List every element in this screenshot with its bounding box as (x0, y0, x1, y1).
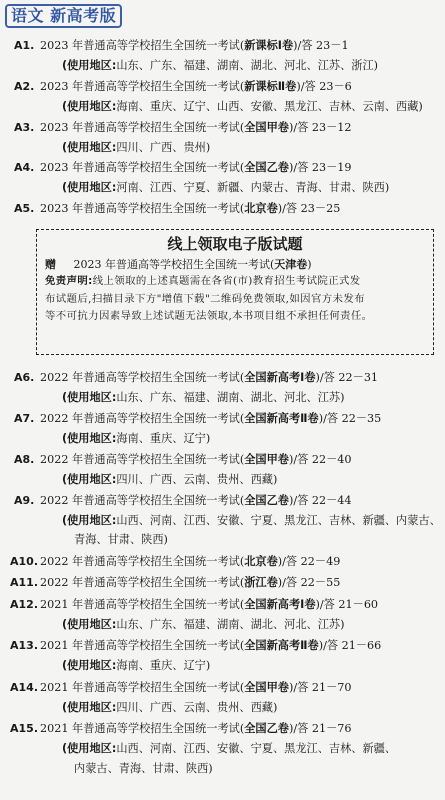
item-title: 2021 年普通高等学校招生全国统一考试( (40, 681, 245, 694)
list-item[interactable] (10, 597, 441, 613)
item-title: 2021 年普通高等学校招生全国统一考试( (40, 598, 245, 611)
item-number: A15. (10, 722, 38, 735)
item-paper: 新课标Ⅱ卷 (244, 80, 297, 93)
item-paper: 新课标Ⅰ卷 (244, 39, 294, 52)
subject-tag: 语文 新高考版 (5, 4, 122, 28)
area-line: (使用地区:山东、广东、福建、湖南、湖北、河北、江苏) (62, 391, 345, 404)
item-number: A10. (10, 555, 38, 568)
item-paper: 全国新高考Ⅱ卷 (244, 412, 319, 425)
item-paper: 全国新高考Ⅰ卷 (244, 598, 316, 611)
item-paper: 全国甲卷 (244, 681, 289, 694)
item-title: 2022 年普通高等学校招生全国统一考试( (40, 494, 245, 507)
item-title: 2022 年普通高等学校招生全国统一考试( (40, 412, 245, 425)
item-page: )/答 22－44 (288, 494, 352, 507)
list-item[interactable] (10, 575, 441, 591)
item-paper: 全国新高考Ⅱ卷 (244, 639, 319, 652)
gift-label: 赠 (45, 258, 56, 271)
item-number: A12. (10, 598, 38, 611)
item-number: A11. (10, 576, 38, 589)
list-item[interactable] (14, 38, 441, 54)
item-page: )/答 22－55 (277, 576, 341, 589)
item-title: 2023 年普通高等学校招生全国统一考试( (40, 121, 245, 134)
gift-paper: 天津卷 (274, 258, 308, 271)
list-item[interactable] (10, 680, 441, 696)
area-line: 青海、甘肃、陕西) (74, 533, 168, 546)
item-page: )/答 21－66 (318, 639, 382, 652)
area-line: (使用地区:河南、江西、宁夏、新疆、内蒙古、青海、甘肃、陕西) (62, 181, 390, 194)
item-title: 2023 年普通高等学校招生全国统一考试( (40, 202, 245, 215)
list-item[interactable] (14, 411, 441, 427)
area-line: (使用地区:四川、广西、云南、贵州、西藏) (62, 473, 278, 486)
list-item[interactable] (14, 79, 441, 95)
item-page: )/答 22－49 (277, 555, 341, 568)
disclaimer: 免责声明:线上领取的上述真题需在各省(市)教育招生考试院正式发 布试题后,扫描目录下方"增值下载"二维码免费领取,如因官方未发布 等不可抗力因素导致上述试题无法领取,本书项目组不承担任何责任。 (45, 275, 373, 322)
area-line: (使用地区:山西、河南、江西、安徽、宁夏、黑龙江、吉林、新疆、内蒙古、 (62, 514, 441, 527)
item-number: A2. (14, 80, 35, 93)
item-page: )/答 21－70 (288, 681, 352, 694)
item-paper: 全国新高考Ⅰ卷 (244, 371, 316, 384)
area-line: (使用地区:海南、重庆、辽宁、山西、安徽、黑龙江、吉林、云南、西藏) (62, 100, 423, 113)
item-page: )/答 22－40 (288, 453, 352, 466)
box-title: 线上领取电子版试题 (167, 235, 303, 253)
item-title: 2022 年普通高等学校招生全国统一考试( (40, 371, 245, 384)
list-item[interactable] (14, 452, 441, 468)
item-number: A4. (14, 161, 35, 174)
item-page: )/答 23－12 (288, 121, 352, 134)
area-line: (使用地区:山西、河南、江西、安徽、宁夏、黑龙江、吉林、新疆、 (62, 742, 397, 755)
item-title: 2023 年普通高等学校招生全国统一考试( (40, 80, 245, 93)
item-paper: 全国乙卷 (244, 722, 289, 735)
area-line: (使用地区:四川、广西、云南、贵州、西藏) (62, 701, 278, 714)
item-title: 2021 年普通高等学校招生全国统一考试( (40, 722, 245, 735)
item-page: )/答 23－6 (296, 80, 352, 93)
gift-line: 赠 2023 年普通高等学校招生全国统一考试(天津卷) (45, 258, 312, 271)
item-number: A14. (10, 681, 38, 694)
list-item[interactable] (14, 201, 441, 217)
item-title: 2023 年普通高等学校招生全国统一考试( (40, 161, 245, 174)
list-item[interactable] (14, 120, 441, 136)
item-paper: 北京卷 (244, 202, 278, 215)
area-line: (使用地区:山东、广东、福建、湖南、湖北、河北、江苏) (62, 618, 345, 631)
list-item[interactable] (14, 493, 441, 509)
item-title: 2021 年普通高等学校招生全国统一考试( (40, 639, 245, 652)
item-page: )/答 23－25 (277, 202, 341, 215)
disclaimer-label: 免责声明: (45, 275, 93, 287)
list-item[interactable] (14, 160, 441, 176)
item-paper: 全国乙卷 (244, 161, 289, 174)
list-item[interactable] (10, 638, 441, 654)
area-line: (使用地区:海南、重庆、辽宁) (62, 659, 211, 672)
area-line: (使用地区:海南、重庆、辽宁) (62, 432, 211, 445)
item-number: A6. (14, 371, 35, 384)
item-paper: 全国甲卷 (244, 121, 289, 134)
item-page: )/答 22－35 (318, 412, 382, 425)
item-number: A5. (14, 202, 35, 215)
item-paper: 北京卷 (244, 555, 278, 568)
item-page: )/答 21－60 (315, 598, 379, 611)
item-page: )/答 23－1 (293, 39, 349, 52)
list-item[interactable] (10, 721, 441, 737)
item-paper: 全国乙卷 (244, 494, 289, 507)
item-number: A1. (14, 39, 35, 52)
item-title: 2023 年普通高等学校招生全国统一考试( (40, 39, 245, 52)
area-line: (使用地区:山东、广东、福建、湖南、湖北、河北、江苏、浙江) (62, 59, 379, 72)
item-number: A3. (14, 121, 35, 134)
item-number: A13. (10, 639, 38, 652)
online-download-box (36, 229, 434, 355)
item-title: 2022 年普通高等学校招生全国统一考试( (40, 453, 245, 466)
item-page: )/答 22－31 (315, 371, 379, 384)
list-item[interactable] (10, 554, 441, 570)
item-title: 2022 年普通高等学校招生全国统一考试( (40, 555, 245, 568)
item-page: )/答 23－19 (288, 161, 352, 174)
area-line: (使用地区:四川、广西、贵州) (62, 141, 211, 154)
item-number: A9. (14, 494, 35, 507)
list-item[interactable] (14, 370, 441, 386)
item-paper: 全国甲卷 (244, 453, 289, 466)
item-page: )/答 21－76 (288, 722, 352, 735)
item-title: 2022 年普通高等学校招生全国统一考试( (40, 576, 245, 589)
item-number: A7. (14, 412, 35, 425)
item-paper: 浙江卷 (244, 576, 278, 589)
item-number: A8. (14, 453, 35, 466)
area-line: 内蒙古、青海、甘肃、陕西) (74, 762, 213, 775)
